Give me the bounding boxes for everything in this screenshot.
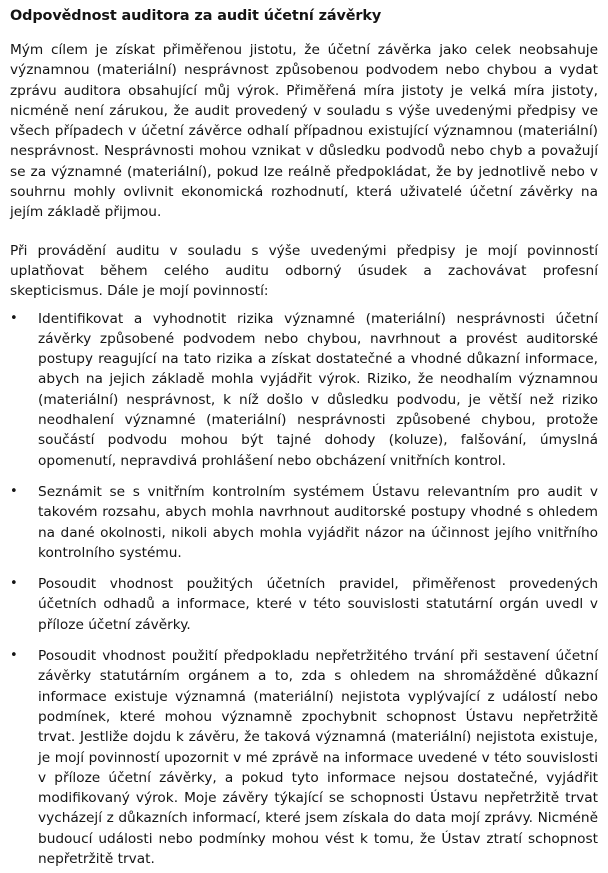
list-item-text: Posoudit vhodnost použitých účetních pravidel, přiměřenost provedených účetních odhadů a informace, které v této souvislosti statutární orgán uvedl v příloze účetní závěrky. bbox=[38, 576, 598, 633]
duties-list bbox=[10, 309, 608, 870]
list-item-text: Posoudit vhodnost použití předpokladu nepřetržitého trvání při sestavení účetní závěrky statutárním orgánem a to, zda s ohledem na shromážděné důkazní informace existuje významná (materiální) nejistota vyplývající z událostí nebo podmínek, které mohou významně zpochybnit schopnost Ústavu nepřetržitě trvat. Jestliže dojdu k závěru, že taková významná (materiální) nejistota existuje, je mojí povinností upozornit v mé zprávě na informace uvedené v této souvislosti v příloze účetní závěrky, a pokud tyto informace nejsou dostatečné, vyjádřit modifikovaný výrok. Moje závěry týkající se schopnosti Ústavu nepřetržitě trvat vycházejí z důkazních informací, které jsem získala do data mojí zprávy. Nicméně budoucí události nebo podmínky mohou vést k tomu, že Ústav ztratí schopnost nepřetržitě trvat. bbox=[38, 648, 598, 867]
bullet-icon: • bbox=[10, 310, 18, 326]
list-item bbox=[10, 646, 598, 869]
section-heading: Odpovědnost auditora za audit účetní závěrky bbox=[10, 8, 382, 24]
list-item bbox=[10, 482, 598, 563]
list-item bbox=[10, 309, 598, 471]
list-item bbox=[10, 574, 598, 635]
paragraph-auditor-objective: Mým cílem je získat přiměřenou jistotu, že účetní závěrka jako celek neobsahuje významnou (materiální) nesprávnost způsobenou podvodem nebo chybou a vydat zprávu auditora obsahující můj výrok. Přiměřená míra jistoty je velká míra jistoty, nicméně není zárukou, že audit provedený v souladu s výše uvedenými předpisy ve všech případech v účetní závěrce odhalí případnou existující významnou (materiální) nesprávnost. Nesprávnosti mohou vznikat v důsledku podvodů nebo chyb a považují se za významné (materiální), pokud lze reálně předpokládat, že by jednotlivě nebo v souhrnu mohly ovlivnit ekonomická rozhodnutí, která uživatelé účetní závěrky na jejím základě přijmou. bbox=[10, 42, 598, 221]
bullet-icon: • bbox=[10, 483, 18, 499]
list-item-text: Seznámit se s vnitřním kontrolním systémem Ústavu relevantním pro audit v takovém rozsahu, abych mohla navrhnout auditorské postupy vhodné s ohledem na dané okolnosti, nikoli abych mohla vyjádřit názor na účinnost jejího vnitřního kontrolního systému. bbox=[38, 483, 598, 561]
bullet-icon: • bbox=[10, 648, 18, 664]
bullet-icon: • bbox=[10, 576, 18, 592]
paragraph-auditor-duties-intro: Při provádění auditu v souladu s výše uvedenými předpisy je mojí povinností uplatňovat během celého auditu odborný úsudek a zachovávat profesní skepticismus. Dále je mojí povinností: bbox=[10, 242, 598, 300]
list-item-text: Identifikovat a vyhodnotit rizika významné (materiální) nesprávnosti účetní závěrky způsobené podvodem nebo chybou, navrhnout a provést auditorské postupy reagující na tato rizika a získat dostatečné a vhodné důkazní informace, abych na jejich základě mohla vyjádřit výrok. Riziko, že neodhalím významnou (materiální) nesprávnost, k níž došlo v důsledku podvodu, je větší než riziko neodhalení významné (materiální) nesprávnosti způsobené chybou, protože součástí podvodu mohou být tajné dohody (koluze), falšování, úmyslná opomenutí, nepravdivá prohlášení nebo obcházení vnitřních kontrol. bbox=[38, 310, 598, 469]
